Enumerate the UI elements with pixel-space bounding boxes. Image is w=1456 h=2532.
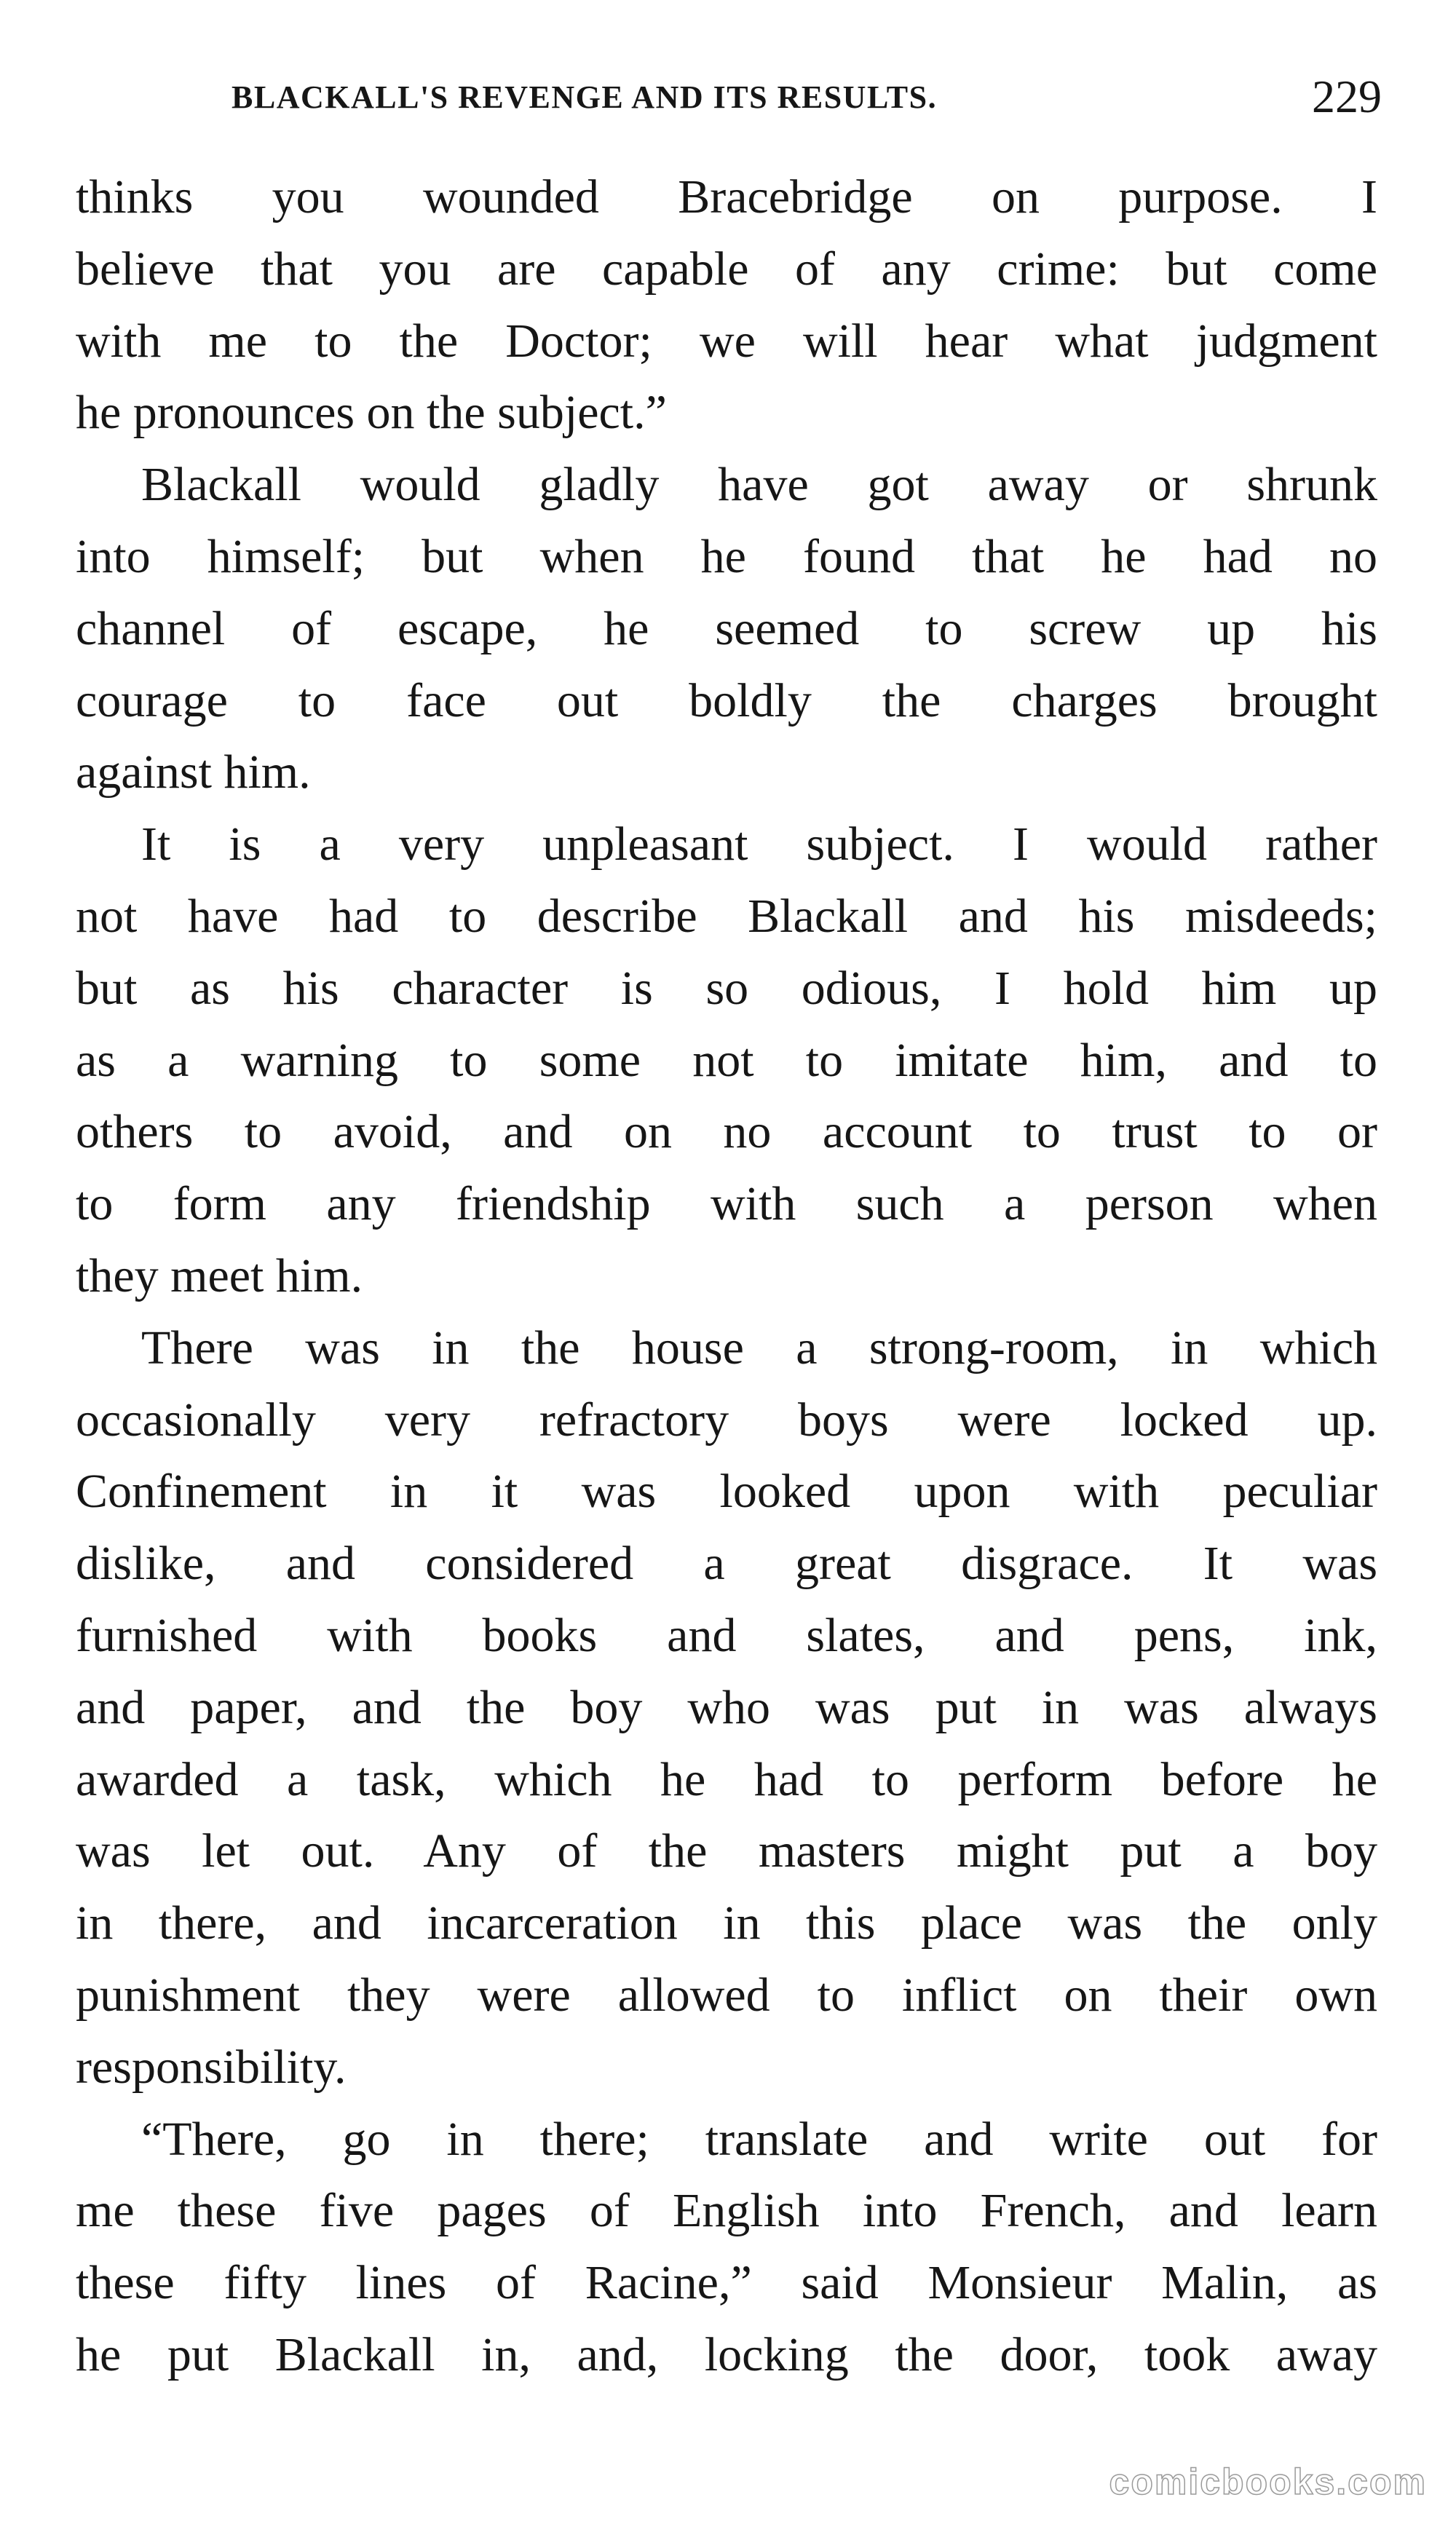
- text-line: Confinement in it was looked upon with peculiar: [76, 1465, 1377, 1519]
- text-line: to form any friendship with such a person when: [76, 1177, 1377, 1231]
- text-line: dislike, and considered a great disgrace. It was: [76, 1537, 1377, 1591]
- running-title: BLACKALL'S REVENGE AND ITS RESULTS.: [232, 79, 938, 115]
- text-line: as a warning to some not to imitate him, and to: [76, 1033, 1377, 1087]
- text-line: It is a very unpleasant subject. I would rather: [141, 818, 1377, 871]
- text-line: “There, go in there; translate and write out for: [141, 2112, 1377, 2166]
- text-line: he put Blackall in, and, locking the door, took away: [76, 2327, 1377, 2381]
- text-line: channel of escape, he seemed to screw up his: [76, 601, 1377, 655]
- text-line: with me to the Doctor; we will hear what judgment: [76, 314, 1377, 368]
- page-number: 229: [1312, 71, 1382, 122]
- text-line: not have had to describe Blackall and his misdeeds;: [76, 889, 1377, 943]
- text-line: these fifty lines of Racine,” said Monsieur Malin, as: [76, 2256, 1377, 2310]
- text-line: believe that you are capable of any crime: but come: [76, 242, 1377, 296]
- text-line: There was in the house a strong-room, in which: [141, 1321, 1377, 1374]
- text-line: against him.: [76, 745, 311, 799]
- running-head: [232, 70, 1382, 135]
- text-line: occasionally very refractory boys were locked up.: [76, 1393, 1377, 1447]
- text-line: and paper, and the boy who was put in was always: [76, 1680, 1377, 1734]
- text-line: courage to face out boldly the charges brought: [76, 673, 1377, 727]
- text-line: me these five pages of English into French, and learn: [76, 2184, 1377, 2238]
- text-line: furnished with books and slates, and pens, ink,: [76, 1608, 1377, 1662]
- text-line: in there, and incarceration in this place was the only: [76, 1896, 1377, 1950]
- text-line: but as his character is so odious, I hold him up: [76, 961, 1377, 1015]
- text-line: others to avoid, and on no account to trust to or: [76, 1105, 1377, 1159]
- text-line: he pronounces on the subject.”: [76, 386, 667, 440]
- text-line: into himself; but when he found that he had no: [76, 529, 1377, 583]
- body-text: [76, 162, 1377, 2391]
- text-line: was let out. Any of the masters might put a boy: [76, 1824, 1377, 1878]
- text-line: punishment they were allowed to inflict on their own: [76, 1968, 1377, 2022]
- text-line: responsibility.: [76, 2040, 347, 2094]
- watermark: comicbooks.com: [1109, 2461, 1427, 2502]
- text-line: Blackall would gladly have got away or shrunk: [141, 458, 1377, 512]
- text-line: awarded a task, which he had to perform before he: [76, 1752, 1377, 1806]
- text-line: thinks you wounded Bracebridge on purpose. I: [76, 170, 1377, 223]
- text-line: they meet him.: [76, 1249, 363, 1302]
